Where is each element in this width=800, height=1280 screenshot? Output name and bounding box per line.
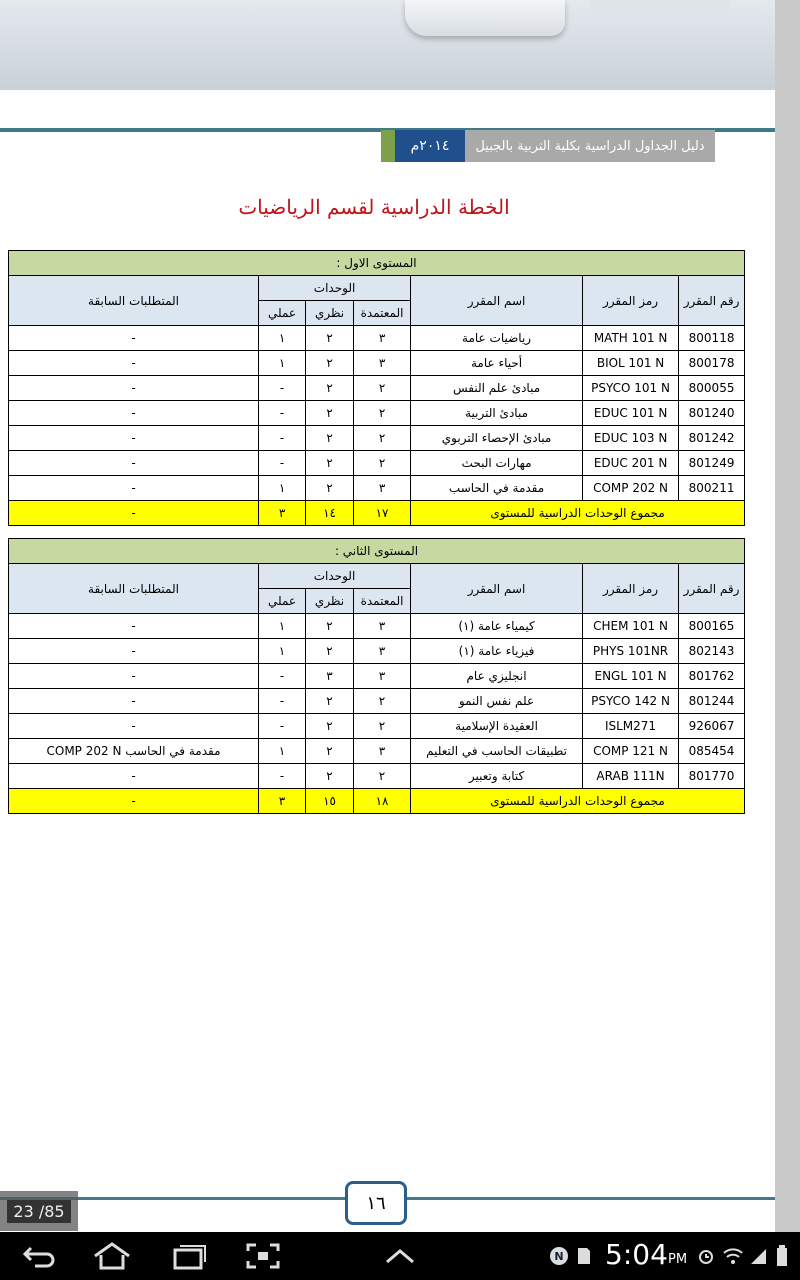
prerequisite: - (9, 401, 259, 426)
prerequisite: - (9, 451, 259, 476)
col-credit: المعتمدة (354, 301, 411, 326)
practical-units: ١ (259, 326, 306, 351)
prerequisite: - (9, 664, 259, 689)
credit-units: ٣ (354, 326, 411, 351)
total-prereq: - (9, 501, 259, 526)
course-name: مبادئ علم النفس (411, 376, 583, 401)
col-practical: عملي (259, 589, 306, 614)
alarm-icon (696, 1236, 716, 1276)
prerequisite: - (9, 351, 259, 376)
course-code: ISLM271 (583, 714, 679, 739)
course-no: 801244 (679, 689, 745, 714)
col-practical: عملي (259, 301, 306, 326)
table-row (9, 426, 745, 451)
credit-units: ٢ (354, 764, 411, 789)
table-row (9, 351, 745, 376)
status-ampm: PM (668, 1252, 688, 1267)
total-theory: ١٥ (306, 789, 354, 814)
back-icon[interactable] (18, 1236, 60, 1276)
table-row (9, 614, 745, 639)
page-edge (775, 0, 800, 1232)
up-chevron-icon[interactable] (380, 1236, 420, 1276)
theory-units: ٢ (306, 739, 354, 764)
col-prereq: المتطلبات السابقة (9, 564, 259, 614)
theory-units: ٢ (306, 476, 354, 501)
prerequisite: - (9, 326, 259, 351)
course-no: 800178 (679, 351, 745, 376)
header-accent (381, 130, 395, 162)
notification-n-icon (548, 1236, 570, 1276)
theory-units: ٢ (306, 639, 354, 664)
credit-units: ٣ (354, 351, 411, 376)
credit-units: ٣ (354, 664, 411, 689)
course-code: EDUC 201 N (583, 451, 679, 476)
course-no: 801762 (679, 664, 745, 689)
col-course-code: رمز المقرر (583, 276, 679, 326)
course-no: 801240 (679, 401, 745, 426)
level-title: المستوى الثاني : (9, 539, 745, 564)
table-row (9, 376, 745, 401)
course-no: 801770 (679, 764, 745, 789)
status-time: 5:04 (605, 1238, 668, 1271)
col-theory: نظري (306, 301, 354, 326)
course-name: فيزياء عامة (١) (411, 639, 583, 664)
course-name: مهارات البحث (411, 451, 583, 476)
theory-units: ٢ (306, 689, 354, 714)
col-course-name: اسم المقرر (411, 564, 583, 614)
table-row (9, 739, 745, 764)
banner-graphic (590, 0, 730, 14)
credit-units: ٣ (354, 614, 411, 639)
prerequisite: - (9, 614, 259, 639)
page-counter-label: 23 /85 (7, 1200, 70, 1223)
total-label: مجموع الوحدات الدراسية للمستوى (411, 789, 745, 814)
table-header-row (9, 564, 745, 589)
level-total-row (9, 789, 745, 814)
course-no: 801249 (679, 451, 745, 476)
course-name: تطبيقات الحاسب في التعليم (411, 739, 583, 764)
course-code: CHEM 101 N (583, 614, 679, 639)
col-units: الوحدات (259, 276, 411, 301)
col-course-name: اسم المقرر (411, 276, 583, 326)
prerequisite: مقدمة في الحاسب COMP 202 N (9, 739, 259, 764)
prerequisite: - (9, 689, 259, 714)
practical-units: - (259, 451, 306, 476)
course-code: BIOL 101 N (583, 351, 679, 376)
practical-units: - (259, 689, 306, 714)
practical-units: - (259, 401, 306, 426)
course-no: 085454 (679, 739, 745, 764)
theory-units: ٢ (306, 401, 354, 426)
course-name: كتابة وتعبير (411, 764, 583, 789)
credit-units: ٣ (354, 739, 411, 764)
table-row (9, 689, 745, 714)
practical-units: - (259, 664, 306, 689)
course-name: مقدمة في الحاسب (411, 476, 583, 501)
prerequisite: - (9, 764, 259, 789)
course-no: 802143 (679, 639, 745, 664)
credit-units: ٢ (354, 714, 411, 739)
table-row (9, 476, 745, 501)
course-no: 800055 (679, 376, 745, 401)
home-icon[interactable] (88, 1236, 136, 1276)
course-code: ARAB 111N (583, 764, 679, 789)
course-name: أحياء عامة (411, 351, 583, 376)
header-year: ٢٠١٤م (395, 130, 465, 162)
theory-units: ٢ (306, 326, 354, 351)
course-no: 801242 (679, 426, 745, 451)
total-label: مجموع الوحدات الدراسية للمستوى (411, 501, 745, 526)
prerequisite: - (9, 426, 259, 451)
col-course-code: رمز المقرر (583, 564, 679, 614)
page-title: الخطة الدراسية لقسم الرياضيات (238, 195, 510, 219)
prerequisite: - (9, 376, 259, 401)
col-prereq: المتطلبات السابقة (9, 276, 259, 326)
prerequisite: - (9, 639, 259, 664)
credit-units: ٣ (354, 476, 411, 501)
course-name: رياضيات عامة (411, 326, 583, 351)
practical-units: - (259, 376, 306, 401)
course-code: COMP 202 N (583, 476, 679, 501)
practical-units: - (259, 426, 306, 451)
header-guide-title: دليل الجداول الدراسية بكلية التربية بالجبيل (465, 130, 715, 162)
table-row (9, 401, 745, 426)
signal-icon (748, 1236, 768, 1276)
theory-units: ٣ (306, 664, 354, 689)
course-no: 800211 (679, 476, 745, 501)
credit-units: ٢ (354, 376, 411, 401)
total-credit: ١٨ (354, 789, 411, 814)
theory-units: ٢ (306, 714, 354, 739)
course-name: علم نفس النمو (411, 689, 583, 714)
practical-units: ١ (259, 614, 306, 639)
col-credit: المعتمدة (354, 589, 411, 614)
banner-laptop-graphic (405, 0, 565, 36)
course-code: EDUC 103 N (583, 426, 679, 451)
total-practical: ٣ (259, 789, 306, 814)
practical-units: - (259, 764, 306, 789)
credit-units: ٢ (354, 401, 411, 426)
level-title-row (9, 251, 745, 276)
practical-units: ١ (259, 351, 306, 376)
course-code: PHYS 101NR (583, 639, 679, 664)
sd-card-icon (574, 1236, 594, 1276)
svg-text:N: N (554, 1250, 564, 1263)
credit-units: ٢ (354, 426, 411, 451)
course-code: COMP 121 N (583, 739, 679, 764)
level-2-table (8, 538, 745, 814)
practical-units: ١ (259, 739, 306, 764)
level-title: المستوى الاول : (9, 251, 745, 276)
course-no: 800165 (679, 614, 745, 639)
total-theory: ١٤ (306, 501, 354, 526)
theory-units: ٢ (306, 351, 354, 376)
table-header-row (9, 276, 745, 301)
course-name: انجليزي عام (411, 664, 583, 689)
table-row (9, 451, 745, 476)
prerequisite: - (9, 476, 259, 501)
theory-units: ٢ (306, 376, 354, 401)
course-code: MATH 101 N (583, 326, 679, 351)
prerequisite: - (9, 714, 259, 739)
table-row (9, 326, 745, 351)
credit-units: ٣ (354, 639, 411, 664)
col-course-no: رقم المقرر (679, 564, 745, 614)
total-prereq: - (9, 789, 259, 814)
battery-icon (772, 1236, 792, 1276)
credit-units: ٢ (354, 689, 411, 714)
level-title-row (9, 539, 745, 564)
table-row (9, 639, 745, 664)
total-credit: ١٧ (354, 501, 411, 526)
course-name: كيمياء عامة (١) (411, 614, 583, 639)
col-theory: نظري (306, 589, 354, 614)
level-1-table (8, 250, 745, 526)
credit-units: ٢ (354, 451, 411, 476)
theory-units: ٢ (306, 451, 354, 476)
course-name: مبادئ الإحصاء التربوي (411, 426, 583, 451)
screenshot-icon[interactable] (242, 1236, 284, 1276)
course-name: العقيدة الإسلامية (411, 714, 583, 739)
course-code: PSYCO 101 N (583, 376, 679, 401)
wifi-icon (722, 1236, 744, 1276)
course-code: EDUC 101 N (583, 401, 679, 426)
theory-units: ٢ (306, 764, 354, 789)
course-code: ENGL 101 N (583, 664, 679, 689)
theory-units: ٢ (306, 426, 354, 451)
table-row (9, 764, 745, 789)
col-course-no: رقم المقرر (679, 276, 745, 326)
page-counter[interactable] (0, 1191, 78, 1231)
table-row (9, 664, 745, 689)
table-row (9, 714, 745, 739)
total-practical: ٣ (259, 501, 306, 526)
course-code: PSYCO 142 N (583, 689, 679, 714)
course-name: مبادئ التربية (411, 401, 583, 426)
practical-units: ١ (259, 639, 306, 664)
practical-units: ١ (259, 476, 306, 501)
page-number: ١٦ (345, 1181, 407, 1225)
course-no: 926067 (679, 714, 745, 739)
recent-apps-icon[interactable] (168, 1236, 210, 1276)
col-units: الوحدات (259, 564, 411, 589)
level-total-row (9, 501, 745, 526)
course-no: 800118 (679, 326, 745, 351)
practical-units: - (259, 714, 306, 739)
theory-units: ٢ (306, 614, 354, 639)
